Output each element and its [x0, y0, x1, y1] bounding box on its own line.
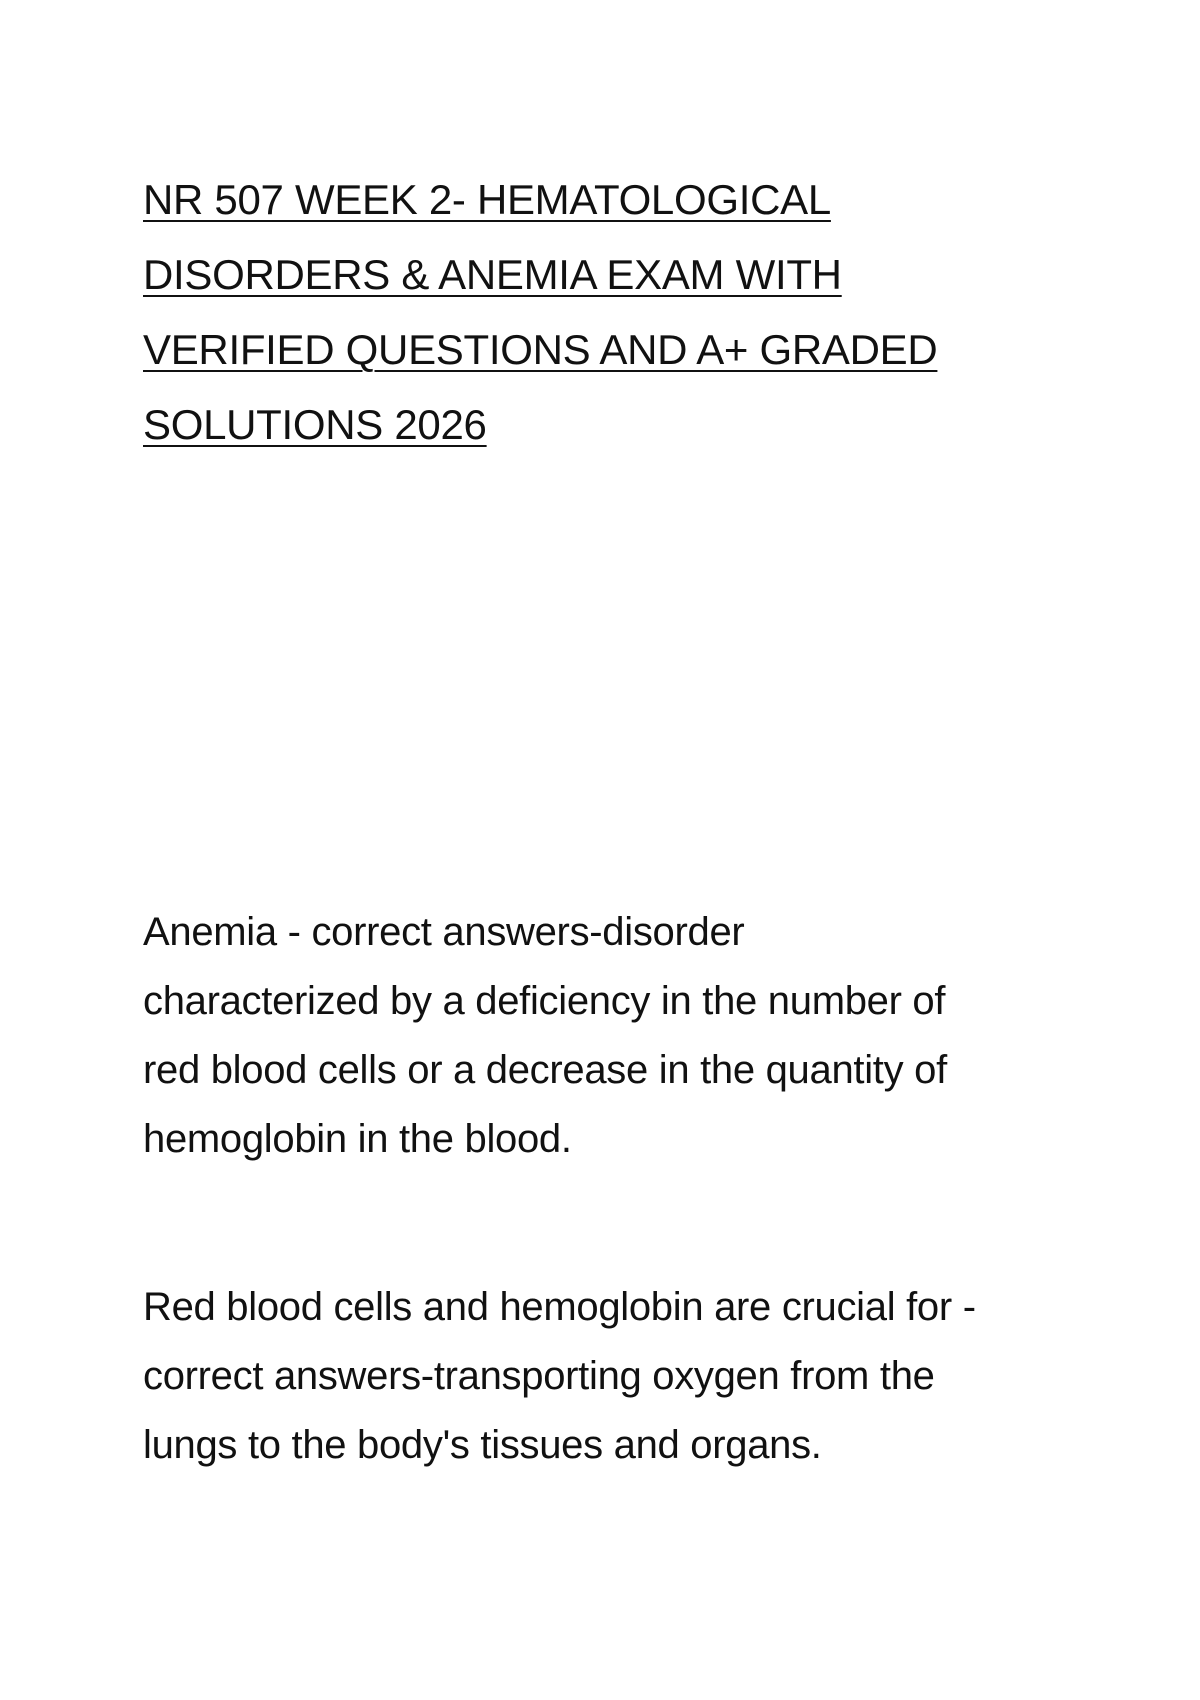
- title-line: [143, 162, 1003, 237]
- document-title: [143, 162, 1003, 462]
- title-line: [143, 237, 1003, 312]
- qa-item-rbc-hemoglobin: [143, 1273, 1083, 1480]
- title-line-text: SOLUTIONS 2026: [143, 401, 487, 448]
- title-line-text: VERIFIED QUESTIONS AND A+ GRADED: [143, 326, 938, 373]
- title-line: [143, 387, 1003, 462]
- title-line-text: NR 507 WEEK 2- HEMATOLOGICAL: [143, 176, 831, 223]
- qa-line: hemoglobin in the blood.: [143, 1117, 572, 1161]
- qa-item-anemia: [143, 898, 1083, 1174]
- qa-line: lungs to the body's tissues and organs.: [143, 1423, 822, 1467]
- qa-line: correct answers-transporting oxygen from the: [143, 1354, 935, 1398]
- title-line-text: DISORDERS & ANEMIA EXAM WITH: [143, 251, 842, 298]
- qa-line: Red blood cells and hemoglobin are crucial for -: [143, 1285, 976, 1329]
- qa-line: characterized by a deficiency in the number of: [143, 979, 946, 1023]
- title-line: [143, 312, 1003, 387]
- qa-line: red blood cells or a decrease in the quantity of: [143, 1048, 947, 1092]
- qa-line: Anemia - correct answers-disorder: [143, 910, 745, 954]
